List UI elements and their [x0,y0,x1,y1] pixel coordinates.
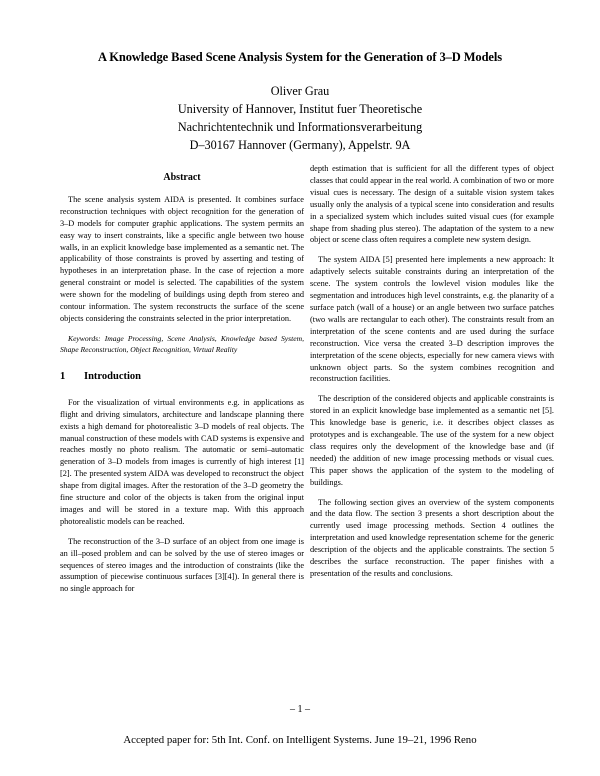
page-number: – 1 – [290,704,310,715]
abstract-text: The scene analysis system AIDA is presented. It combines surface reconstruction techniques with object recognition for the generation of 3–D models for computer graphic applications. The system permits an easy way to insert constraints, like a specific angle between two house walls, in an explicit knowledge base implemented as a semantic net. The applicability of those constraints is proved by asserting and testing of hypotheses in an interpretation phase. In the case of rejection a more general constraint or model is selected. The capabilities of the system were shown for the modeling of buildings using depth from stereo and contour information. The system reconstructs the surface of the scene objects considering the constraints selected in the prior interpretation. [60,194,304,323]
author-block [60,82,540,154]
affiliation-line-1: University of Hannover, Institut fuer Theoretische [177,102,423,116]
body-paragraph-continued: depth estimation that is sufficient for all the different types of object classes that could appear in the real world. A combination of two or more visual cues is necessary. The design of a suitable vision system takes usually only the analysis of a typical scene into consideration and results in a specialized system which includes suited visual cues (for example shape from shading plus stereo). The adaptation of the system to a new object or scene class often requires a complete new system design. [310,164,554,245]
body-paragraph-aida: The system AIDA [5] presented here implements a new approach: It adaptively selects suitable constraints during an interpretation of the scene. The system controls the lowlevel vision modules like the segmentation and introduces high level constraints, e.g. the planarity of a surface patch (wall of a house) or an angle between two surface patches (two walls are rectangular to each other). The constraints result from an interpretation of the scene contents and are used during the surface reconstruction. Vice versa the created 3–D description improves the interpretation of the scene objects, especially for new camera views with unknown object parts. So the system combines recognition and reconstruction facilities. [310,255,554,384]
footer-note: Accepted paper for: 5th Int. Conf. on Intelligent Systems. June 19–21, 1996 Reno [123,734,477,746]
paper-title: A Knowledge Based Scene Analysis System for the Generation of 3–D Models [97,50,503,64]
section-heading-introduction [60,371,304,383]
abstract-heading: Abstract [163,172,201,183]
body-paragraph-knowledge-base: The description of the considered objects and applicable constraints is stored in an explicit knowledge base implemented as a semantic net [5]. This knowledge base is generic, i.e. it describes object classes as prototypes and is exchangeable. The use of the system for a new object class requires only the development of the knowledge base and (if needed) the addition of new image processing methods or visual cues. This paper shows the application of the system to the modeling of buildings. [310,394,554,487]
affiliation-address: D–30167 Hannover (Germany), Appelstr. 9A [189,138,411,152]
keywords: Keywords: Image Processing, Scene Analysis, Knowledge based System, Shape Reconstruction, Object Recognition, Virtual Reality [60,333,304,354]
left-column [60,172,304,603]
author-name: Oliver Grau [270,84,330,98]
intro-paragraph-1: For the visualization of virtual environments e.g. in applications as flight and driving simulators, architecture and landscape planning there exists a high demand for photorealistic 3–D models of real objects. The manual construction of these models with CAD systems is expensive and reaches mostly no photo realism. The automatic or semi–automatic generation of 3–D models from images is currently of high interest [1][2]. The presented system AIDA was developed to reconstruct the object shape from digital images. After the restoration of the 3–D geometry the fine structure and color of the objects is taken from the original input images and will be stored in a texture map. With this approach photorealistic models can be reached. [60,397,304,526]
section-number: 1 [60,370,66,382]
intro-paragraph-2: The reconstruction of the 3–D surface of an object from one image is an ill–posed problem and can be solved by the use of stereo images or sequences of stereo images and the introduction of constraints (like the assumption of piecewise continuous surfaces [3][4]). In general there is no single approach for [60,536,304,594]
right-column [310,163,554,588]
affiliation-line-2: Nachrichtentechnik und Informationsverarbeitung [177,120,423,134]
body-paragraph-overview: The following section gives an overview of the system components and the data flow. The section 3 presents a short description about the currently used image processing methods. Section 4 outlines the interpretation and used knowledge representation scheme for the generic description of the objects and the applicable constraints. The section 5 describes the surface reconstruction. The paper finishes with a presentation of the results and conclusions. [310,497,554,578]
section-title: Introduction [84,370,141,382]
